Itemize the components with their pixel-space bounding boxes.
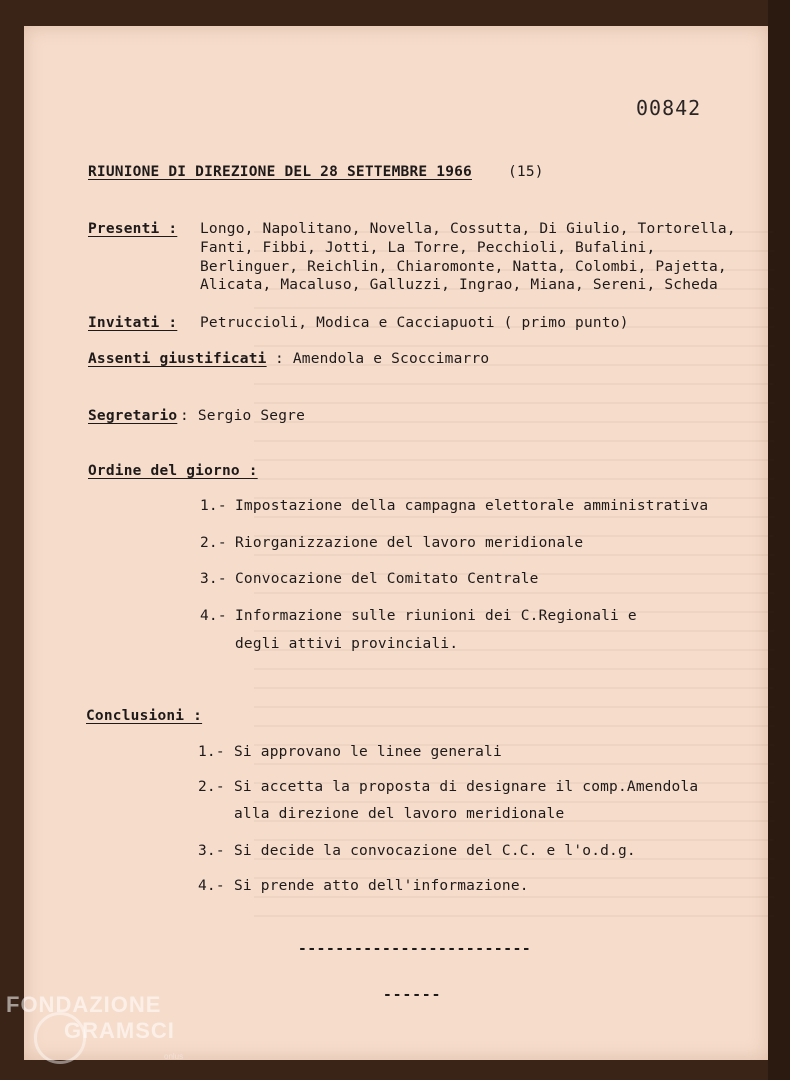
conclusioni-item-text: alla direzione del lavoro meridionale xyxy=(234,806,565,822)
presenti-line: Fanti, Fibbi, Jotti, La Torre, Pecchioli, Bufalini, xyxy=(200,240,656,256)
conclusioni-item-text: Si prende atto dell'informazione. xyxy=(234,878,529,894)
ordine-item-text: Impostazione della campagna elettorale amministrativa xyxy=(235,498,709,514)
ordine-item-text: degli attivi provinciali. xyxy=(235,636,459,652)
document-title-number: (15) xyxy=(508,164,544,180)
ordine-label: Ordine del giorno : xyxy=(88,463,258,479)
presenti-line: Alicata, Macaluso, Galluzzi, Ingrao, Miana, Sereni, Scheda xyxy=(200,277,718,293)
conclusioni-item-num: 1.- xyxy=(198,744,225,760)
ordine-item-num: 1.- xyxy=(200,498,227,514)
presenti-label: Presenti : xyxy=(88,221,178,237)
ordine-item-num: 2.- xyxy=(200,535,227,551)
separator-long: ------------------------- xyxy=(298,941,532,957)
conclusioni-label: Conclusioni : xyxy=(86,708,203,724)
segretario-label: Segretario xyxy=(88,408,178,424)
ordine-item-text: Riorganizzazione del lavoro meridionale xyxy=(235,535,584,551)
invitati-text: Petruccioli, Modica e Cacciapuoti ( primo punto) xyxy=(200,315,629,331)
document-number: 00842 xyxy=(636,96,702,120)
ordine-item-num: 4.- xyxy=(200,608,227,624)
watermark-line2: GRAMSCI xyxy=(64,1018,175,1043)
ordine-item-text: Informazione sulle riunioni dei C.Regionali e xyxy=(235,608,637,624)
watermark-line1: FONDAZIONE xyxy=(6,992,162,1017)
watermark-sub: onlus xyxy=(164,1052,184,1061)
ordine-item-num: 3.- xyxy=(200,571,227,587)
conclusioni-item-num: 2.- xyxy=(198,779,225,795)
presenti-line: Berlinguer, Reichlin, Chiaromonte, Natta, Colombi, Pajetta, xyxy=(200,259,727,275)
segretario-text: : Sergio Segre xyxy=(180,408,306,424)
watermark-logo xyxy=(6,992,175,1044)
assenti-label: Assenti giustificati xyxy=(88,351,267,367)
assenti-text: : Amendola e Scoccimarro xyxy=(275,351,490,367)
conclusioni-item-text: Si decide la convocazione del C.C. e l'o.d.g. xyxy=(234,843,636,859)
conclusioni-item-text: Si accetta la proposta di designare il comp.Amendola xyxy=(234,779,699,795)
invitati-label: Invitati : xyxy=(88,315,178,331)
separator-short: ------ xyxy=(383,987,442,1003)
ordine-item-text: Convocazione del Comitato Centrale xyxy=(235,571,539,587)
document-title: RIUNIONE DI DIREZIONE DEL 28 SETTEMBRE 1966 xyxy=(88,164,472,180)
conclusioni-item-text: Si approvano le linee generali xyxy=(234,744,502,760)
conclusioni-item-num: 4.- xyxy=(198,878,225,894)
conclusioni-item-num: 3.- xyxy=(198,843,225,859)
presenti-line: Longo, Napolitano, Novella, Cossutta, Di Giulio, Tortorella, xyxy=(200,221,736,237)
